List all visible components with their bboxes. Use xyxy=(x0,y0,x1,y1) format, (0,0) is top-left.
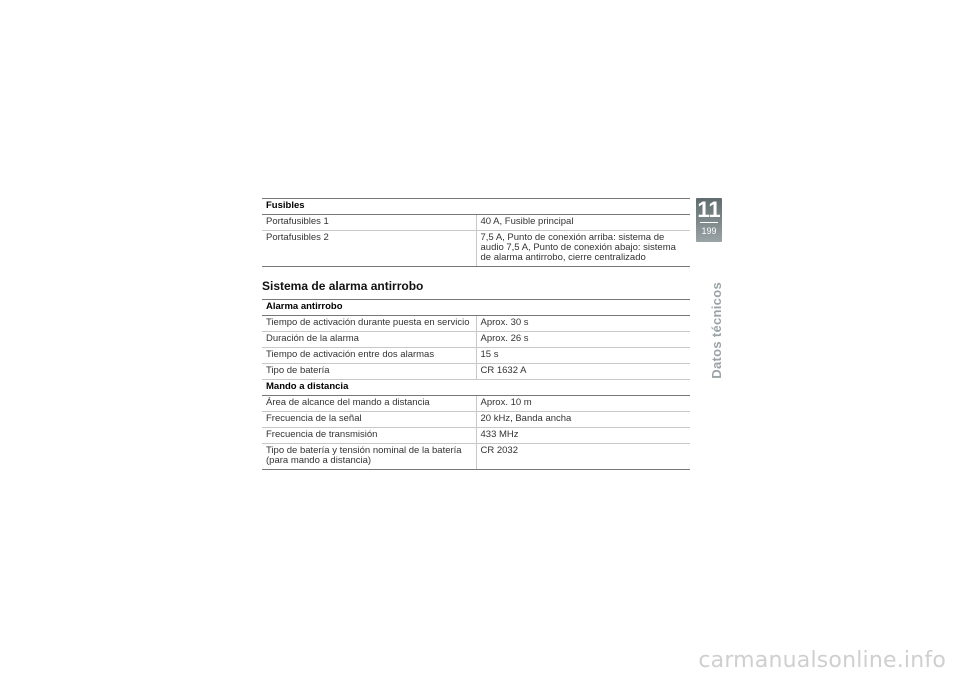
page-number: 199 xyxy=(701,226,717,236)
row-label: Tiempo de activación durante puesta en servicio xyxy=(262,316,476,332)
table-row xyxy=(262,428,690,444)
chapter-tab xyxy=(696,198,722,242)
alarm-table xyxy=(262,299,690,470)
table-row xyxy=(262,316,690,332)
row-value: Aprox. 26 s xyxy=(476,332,690,348)
fuses-heading-row xyxy=(262,199,690,215)
row-label: Duración de la alarma xyxy=(262,332,476,348)
table-row xyxy=(262,444,690,470)
row-value: CR 1632 A xyxy=(476,364,690,380)
remote-heading: Mando a distancia xyxy=(262,380,690,396)
page-content xyxy=(262,198,690,470)
row-value: 433 MHz xyxy=(476,428,690,444)
section-title: Sistema de alarma antirrobo xyxy=(262,279,424,293)
watermark: carmanualsonline.info xyxy=(698,648,946,673)
row-label: Portafusibles 1 xyxy=(262,215,476,231)
alarm-heading: Alarma antirrobo xyxy=(262,300,690,316)
chapter-title-vertical xyxy=(709,282,724,379)
row-label: Tiempo de activación entre dos alarmas xyxy=(262,348,476,364)
table-row xyxy=(262,348,690,364)
row-value: CR 2032 xyxy=(476,444,690,470)
row-label: Portafusibles 2 xyxy=(262,231,476,267)
row-label: Tipo de batería y tensión nominal de la batería (para mando a distancia) xyxy=(262,444,476,470)
row-value: 20 kHz, Banda ancha xyxy=(476,412,690,428)
row-label: Área de alcance del mando a distancia xyxy=(262,396,476,412)
alarm-heading-row xyxy=(262,300,690,316)
table-row xyxy=(262,412,690,428)
row-value: Aprox. 10 m xyxy=(476,396,690,412)
row-label: Frecuencia de transmisión xyxy=(262,428,476,444)
remote-heading-row xyxy=(262,380,690,396)
table-row xyxy=(262,364,690,380)
row-label: Tipo de batería xyxy=(262,364,476,380)
table-row xyxy=(262,396,690,412)
table-row xyxy=(262,231,690,267)
fuses-table xyxy=(262,198,690,267)
fuses-heading: Fusibles xyxy=(262,199,690,215)
row-label: Frecuencia de la señal xyxy=(262,412,476,428)
row-value: 40 A, Fusible principal xyxy=(476,215,690,231)
table-row xyxy=(262,215,690,231)
chapter-divider xyxy=(700,222,718,223)
row-value: 7,5 A, Punto de conexión arriba: sistema de audio 7,5 A, Punto de conexión abajo: sistema de alarma antirrobo, cierre centralizado xyxy=(476,231,690,267)
chapter-title: Datos técnicos xyxy=(709,282,724,379)
row-value: Aprox. 30 s xyxy=(476,316,690,332)
table-row xyxy=(262,332,690,348)
row-value: 15 s xyxy=(476,348,690,364)
chapter-number: 11 xyxy=(697,197,721,222)
